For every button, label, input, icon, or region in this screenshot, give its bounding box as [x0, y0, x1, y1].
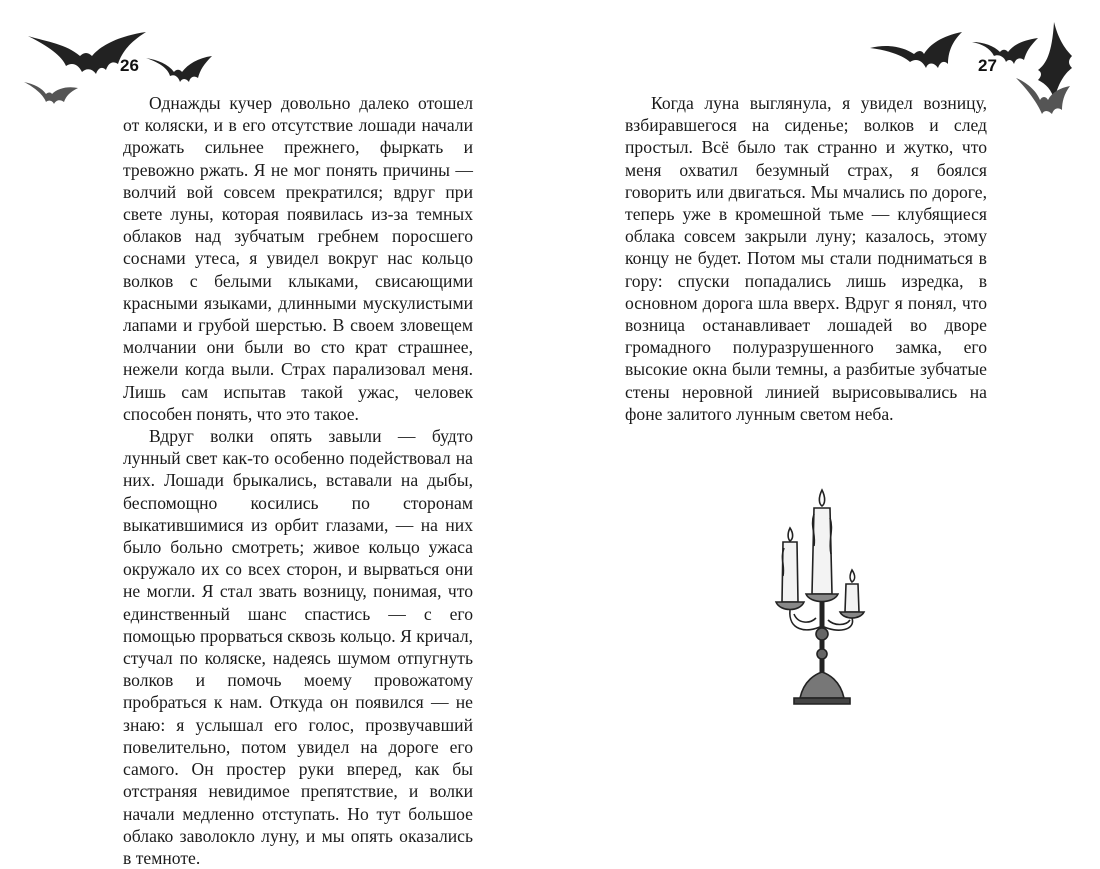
paragraph: Когда луна выглянула, я увидел возницу, взбиравшегося на сиденье; волков и след простыл. Всё было так странно и жутко, что меня охватил безумный страх, я боялся говорить или двигаться. Мы мчались по дороге, теперь уже в кромешной тьме — клубящиеся облака совсем закрыли луну; казалось, этому концу не будет. Потом мы стали подниматься в гору: спуски попадались лишь изредка, в основном дорога шла вверх. Вдруг я понял, что возница останавливает лошадей во дворе громадного полуразрушенного замка, его высокие окна были темны, а разбитые зубчатые стены неровной линией вырисовывались на фоне залитого лунным светом неба. — [625, 93, 987, 424]
left-page-number: 26 — [120, 56, 139, 75]
left-page-text — [123, 92, 473, 869]
right-page-text — [625, 92, 987, 425]
paragraph: Однажды кучер довольно далеко отошел от коляски, и в его отсутствие лошади начали дрожать сильнее прежнего, фыркать и тревожно ржать. Я не мог понять причины — волчий вой совсем прекратился; вдруг при свете луны, которая появилась из-за темных облаков над зубчатым гребнем поросшего соснами утеса, я увидел вокруг нас кольцо волков с белыми клыками, свисающими красными языками, длинными мускулистыми лапами и грубой шерстью. В своем зловещем молчании они были во сто крат страшнее, нежели когда выли. Страх парализовал меня. Лишь сам испытав такой ужас, человек способен понять, что это такое. — [123, 93, 473, 424]
candelabra-icon — [770, 484, 876, 706]
paragraph: Вдруг волки опять завыли — будто лунный свет как-то особенно подействовал на них. Лошади брыкались, вставали на дыбы, беспомощно косились по сторонам выкатившимися из орбит глазами, — на них было больно смотреть; живое кольцо ужаса окружало их со всех сторон, и вырваться они не могли. Я стал звать возницу, понимая, что единственный шанс спастись — с его помощью прорваться сквозь кольцо. Я кричал, стучал по коляске, надеясь шумом отпугнуть волков и помочь моему провожатому пробраться к нам. Откуда он появился — не знаю: я услышал его голос, прозвучавший повелительно, потом увидел на дороге его самого. Он простер руки вперед, как бы отстраняя невидимое препятствие, и волки начали медленно отступать. Но тут большое облако заволокло луну, и мы опять оказались в темноте. — [123, 426, 473, 868]
right-page-number: 27 — [978, 56, 997, 75]
